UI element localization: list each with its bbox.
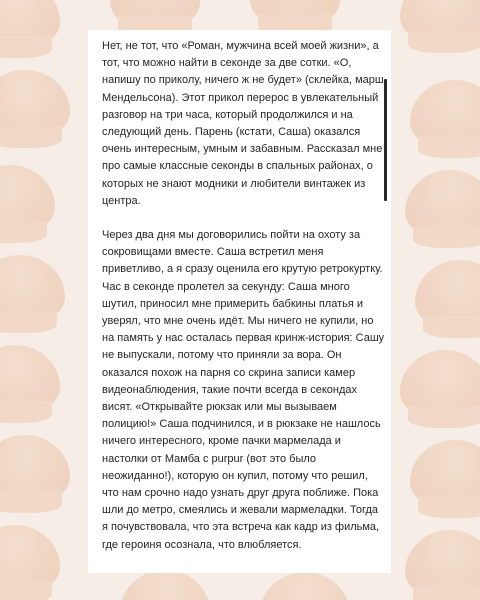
bun-decoration bbox=[0, 0, 60, 50]
bun-decoration bbox=[410, 80, 480, 150]
story-text bbox=[102, 38, 385, 554]
bun-decoration bbox=[400, 350, 480, 420]
bun-decoration bbox=[260, 572, 350, 600]
story-paragraph-2: Через два дня мы договорились пойти на охоту за сокровищами вместе. Саша встретил меня приветливо, а я сразу оценила его крутую ретрокуртку. Час в секонде пролетел за секунду: Саша много шутил, приносил мне примерить бабкины платья и уверял, что мне очень идёт. Мы ничего не купили, но на память у нас осталась первая кринж-история: Сашу не выпускали, потому что приняли за вора. Он оказался похож на парня со скрина записи камер видеонаблюдения, такие почти всегда в секондах висят. «Открывайте рюкзак или мы вызываем полицию!» Саша подчинился, и в рюкзаке не нашлось ничего интересного, кроме пачки мармелада и настолки от Мамба с purpur (вот это было неожиданно!), которую он купил, потому что решил, что нам срочно надо узнать друг друга поближе. Пока шли до метро, смеялись и жевали мармеладки. Тогда я почувствовала, что эта встреча как кадр из фильма, где героиня осознала, что влюбляется. bbox=[102, 229, 385, 551]
bun-decoration bbox=[415, 260, 480, 330]
bun-decoration bbox=[0, 165, 55, 235]
bun-decoration bbox=[0, 70, 70, 140]
bun-decoration bbox=[0, 525, 60, 595]
bun-decoration bbox=[120, 570, 210, 600]
bun-decoration bbox=[0, 345, 60, 415]
bun-decoration bbox=[0, 255, 65, 325]
bun-decoration bbox=[0, 435, 70, 505]
bun-decoration bbox=[110, 0, 200, 30]
bun-decoration bbox=[400, 0, 480, 45]
text-card bbox=[88, 30, 391, 573]
bun-decoration bbox=[405, 530, 480, 600]
bun-decoration bbox=[410, 440, 480, 510]
story-paragraph-1: Нет, не тот, что «Роман, мужчина всей моей жизни», а тот, что можно найти в секонде за две сотки. «О, напишу по приколу, ничего ж не будет» (склейка, марш Мендельсона). Этот прикол перерос в увлекательный разговор на три часа, который продолжился и на следующий день. Парень (кстати, Саша) оказался очень интересным, умным и забавным. Рассказал мне про самые классные секонды в спальных районах, о которых не знают модники и любители винтажек из центра. bbox=[102, 40, 384, 207]
scrollbar-thumb[interactable] bbox=[384, 79, 387, 201]
bun-decoration bbox=[250, 0, 340, 28]
bun-decoration bbox=[405, 170, 480, 240]
